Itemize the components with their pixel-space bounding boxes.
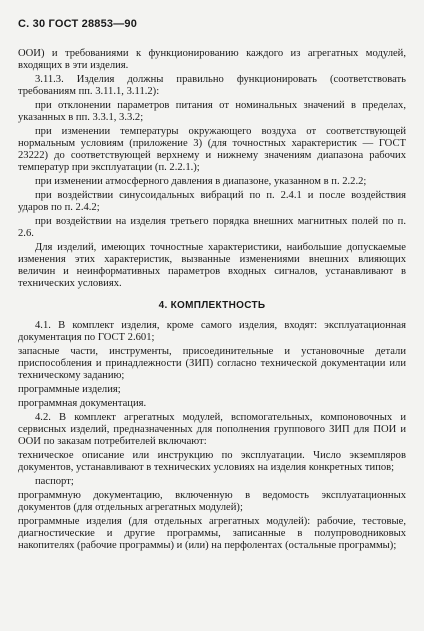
paragraph: при отклонении параметров питания от номинальных значений в пределах, указанных в пп. 3.3.1, 3.3.2; (18, 100, 406, 123)
paragraph: 4.1. В комплект изделия, кроме самого изделия, входят: эксплуатационная документация по ГОСТ 2.601; (18, 320, 406, 343)
paragraph: при воздействии на изделия третьего порядка внешних магнитных полей по п. 2.6. (18, 216, 406, 239)
paragraph: при воздействии синусоидальных вибраций по п. 2.4.1 и после воздействия ударов по п. 2.4.2; (18, 190, 406, 213)
paragraph: программную документацию, включенную в ведомость эксплуатационных документов (для отдельных агрегатных модулей); (18, 490, 406, 513)
paragraph: при изменении атмосферного давления в диапазоне, указанном в п. 2.2.2; (35, 176, 367, 187)
paragraph: при изменении температуры окружающего воздуха от соответствующей нормальным условиям (приложение 3) (для точностных характеристик — ГОСТ 23222) до соответствующей верхнему и нижнему значениям диапазона рабочих температур при эксплуатации (п. 2.2.1.); (18, 126, 406, 173)
document-body (18, 48, 406, 554)
section-heading: 4. КОМПЛЕКТНОСТЬ (158, 300, 266, 311)
paragraph: Для изделий, имеющих точностные характеристики, наибольшие допускаемые изменения этих характеристик, вызванные изменениями внешних влияющих величин и неинформативных параметров входных сигналов, устанавливают в технических условиях. (18, 242, 406, 289)
paragraph: ООИ) и требованиями к функционированию каждого из агрегатных модулей, входящих в эти изделия. (18, 48, 406, 71)
paragraph: паспорт; (35, 476, 74, 487)
paragraph: программные изделия; (18, 384, 121, 395)
paragraph: техническое описание или инструкцию по эксплуатации. Число экземпляров документов, устанавливают в технических условиях на изделия конкретных типов; (18, 450, 406, 473)
paragraph: 4.2. В комплект агрегатных модулей, вспомогательных, компоновочных и сервисных изделий, предназначенных для пополнения группового ЗИП для ПОИ и ООИ по заказам потребителей включают: (18, 412, 406, 447)
paragraph: запасные части, инструменты, присоединительные и установочные детали приспособления и принадлежности (ЗИП) согласно технической документации или техническому заданию; (18, 346, 406, 381)
paragraph: программные изделия (для отдельных агрегатных модулей): рабочие, тестовые, диагностические и другие программы, записанные в полупроводниковых накопителях (рабочие программы) и (или) на перфолентах (остальные программы); (18, 516, 406, 551)
paragraph: программная документация. (18, 398, 147, 409)
paragraph: 3.11.3. Изделия должны правильно функционировать (соответствовать требованиям пп. 3.11.1, 3.11.2): (18, 74, 406, 97)
page-header: С. 30 ГОСТ 28853—90 (18, 18, 138, 30)
